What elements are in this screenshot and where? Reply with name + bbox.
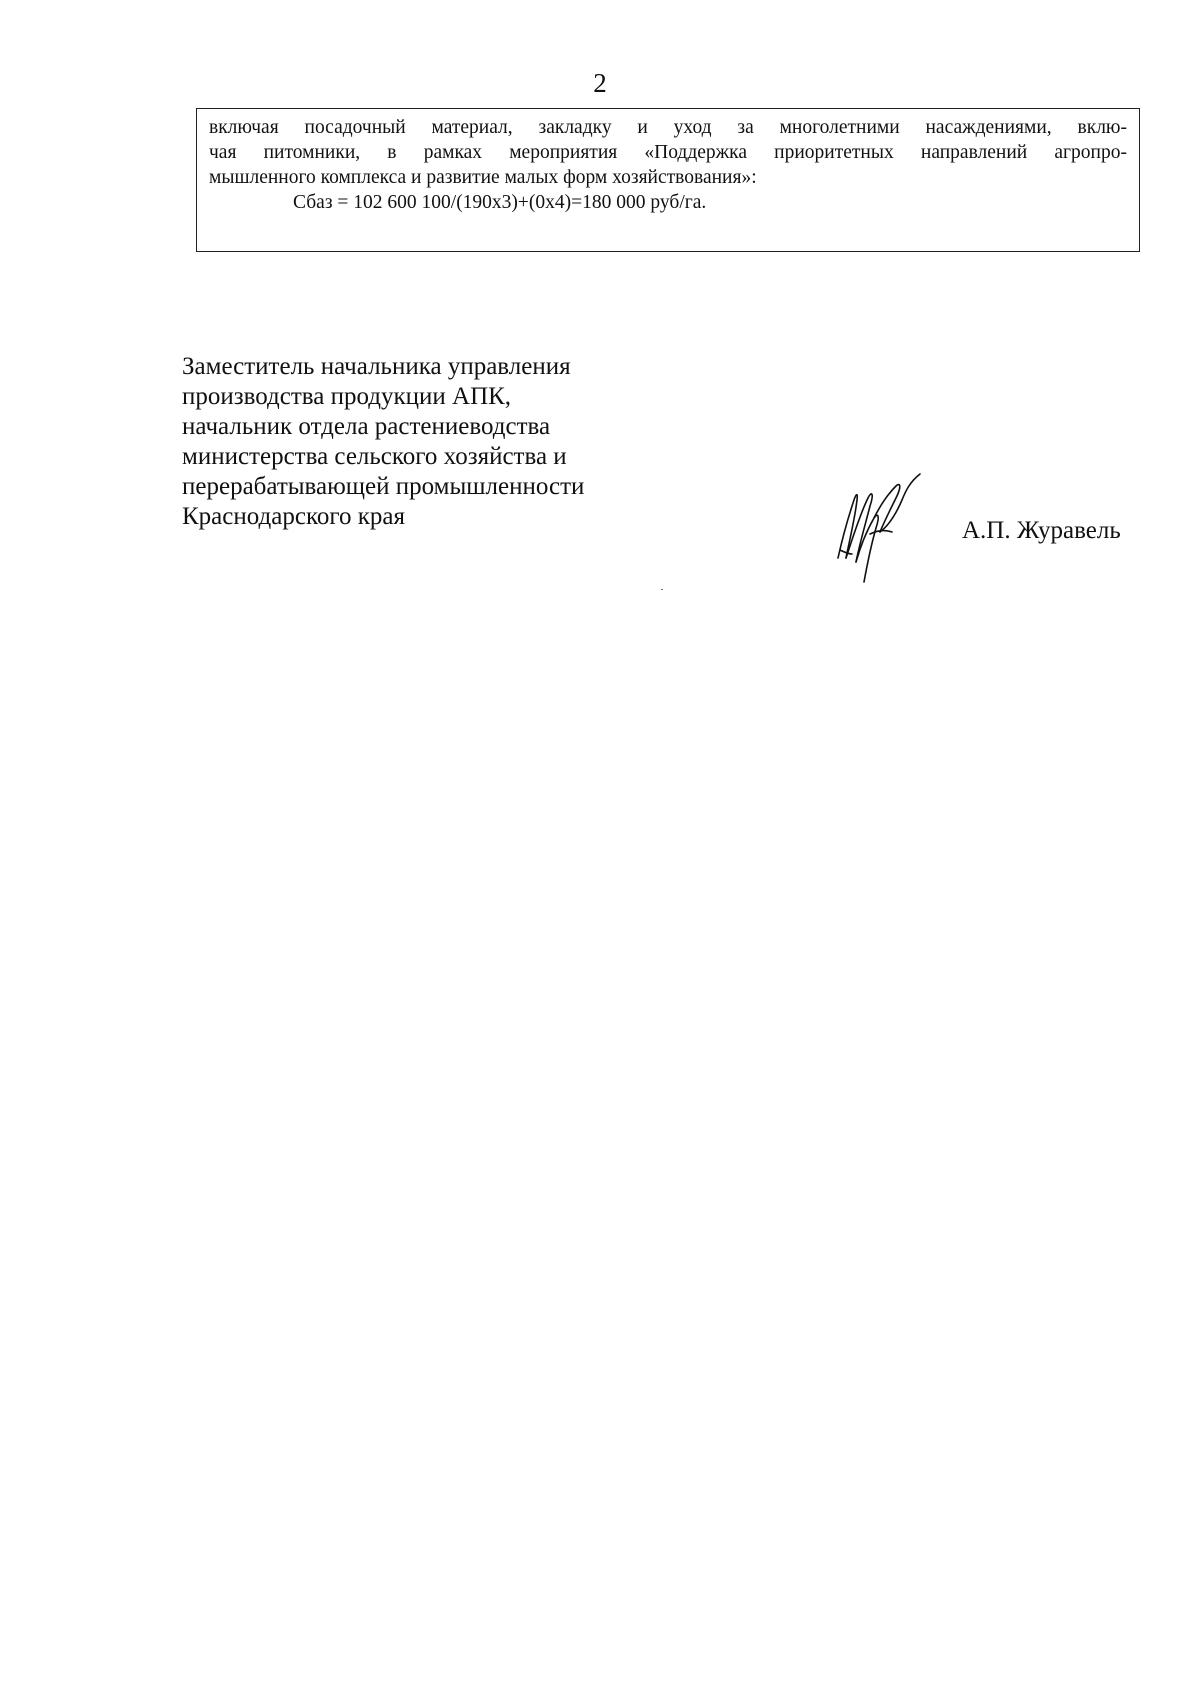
scan-speck: [661, 589, 663, 590]
signatory-position-line: перерабатывающей промышленности: [182, 473, 585, 500]
rate-formula: Сбаз = 102 600 100/(190х3)+(0х4)=180 000 руб/га.: [293, 192, 707, 213]
signatory-position-line: производства продукции АПК,: [182, 383, 512, 410]
boxed-text-line: включая посадочный материал, закладку и уход за многолетними насаждениями, вклю-: [209, 117, 1127, 138]
signatory-position-line: Заместитель начальника управления: [182, 353, 571, 380]
boxed-text-line: чая питомники, в рамках мероприятия «Поддержка приоритетных направлений агропро-: [209, 142, 1127, 163]
page-number: 2: [593, 68, 607, 98]
signatory-position-line: Краснодарского края: [182, 503, 405, 530]
boxed-text-line: мышленного комплекса и развитие малых форм хозяйствования»:: [209, 167, 757, 188]
boxed-text-frame: [196, 108, 1140, 252]
signatory-position-line: начальник отдела растениеводства: [182, 413, 551, 440]
handwritten-signature: [830, 470, 940, 590]
signatory-name: А.П. Журавель: [962, 517, 1121, 544]
signatory-position-block: [182, 352, 584, 532]
signatory-position-line: министерства сельского хозяйства и: [182, 443, 567, 470]
